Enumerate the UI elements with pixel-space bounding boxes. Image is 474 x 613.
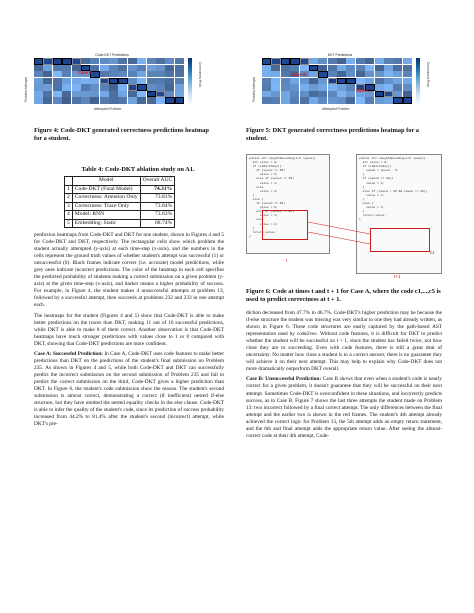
table-cell: 1	[65, 185, 73, 194]
table-cell: 68.74%	[140, 219, 175, 228]
heatmap-cell	[156, 65, 165, 71]
heatmap-cell	[403, 78, 412, 84]
table-cell: 73.81%	[140, 194, 175, 203]
heatmap-cell	[393, 78, 402, 84]
heatmap-cell	[147, 71, 156, 77]
label-t: t	[286, 258, 288, 263]
heatmap-cell	[290, 91, 299, 97]
left-paragraph-3	[34, 351, 224, 429]
figure-4-grid	[34, 58, 184, 104]
heatmap-cell	[290, 78, 299, 84]
figure-5-case-b-label: Case B	[292, 72, 307, 77]
figure-4-colorbar-label: Correctness Prob.	[198, 62, 202, 88]
heatmap-cell	[128, 78, 137, 84]
heatmap-cell	[109, 97, 118, 103]
heatmap-cell	[281, 78, 290, 84]
heatmap-cell	[375, 84, 384, 90]
table-cell: Correctness: Trace Only	[72, 202, 140, 211]
attempt-marker	[137, 84, 146, 91]
heatmap-cell	[147, 58, 156, 64]
heatmap-cell	[175, 78, 184, 84]
heatmap-cell	[318, 65, 327, 71]
heatmap-cell	[43, 84, 52, 90]
heatmap-cell	[403, 84, 412, 90]
heatmap-cell	[281, 91, 290, 97]
heatmap-cell	[72, 78, 81, 84]
heatmap-cell	[337, 65, 346, 71]
table-cell: Embedding: Static	[72, 219, 140, 228]
heatmap-cell	[109, 91, 118, 97]
heatmap-cell	[290, 84, 299, 90]
heatmap-cell	[100, 65, 109, 71]
heatmap-cell	[309, 58, 318, 64]
heatmap-cell	[118, 71, 127, 77]
heatmap-cell	[328, 91, 337, 97]
heatmap-cell	[281, 97, 290, 103]
figure-6-caption: Figure 6: Code at times t and t + 1 for Case A, where the code c1,...,c5 is used to predict correctness at t + 1.	[246, 288, 441, 304]
attempt-marker	[271, 58, 280, 65]
attempt-marker	[262, 58, 271, 65]
heatmap-cell	[384, 97, 393, 103]
heatmap-cell	[337, 91, 346, 97]
figure-5-colorbar-label: Correctness Prob.	[426, 62, 430, 88]
attempt-marker	[384, 91, 393, 98]
heatmap-cell	[281, 71, 290, 77]
heatmap-cell	[81, 84, 90, 90]
heatmap-cell	[290, 97, 299, 103]
heatmap-cell	[100, 91, 109, 97]
heatmap-cell	[156, 78, 165, 84]
heatmap-cell	[43, 65, 52, 71]
attempt-marker	[118, 78, 127, 85]
heatmap-cell	[300, 97, 309, 103]
heatmap-cell	[300, 91, 309, 97]
heatmap-cell	[43, 91, 52, 97]
heatmap-cell	[356, 78, 365, 84]
case-a-body: In Case A, Code-DKT uses code features to make better predictions than DKT on the predictions of the student's final submission on Problem 235. As shown in Figures 4 and 5, while both Code-DKT and DKT can successfully predict the incorrect submission on the second submission of Problem 235 and fail to predict the correct submission on the third, Code-DKT gives a higher prediction than DKT. In Figure 6, the student's code submission show the reason. The student's second submission is almost correct, demonstrating a correct (if inefficient) nested if-else structure, but they have omitted the nested equality checks in the else clause. Code-DKT is able to infer the quality of the student's code, since its prediction of success probability increased from 44.2% to 81.4% after the student's second (incorrect) attempt, while DKT's pre-	[34, 350, 225, 428]
heatmap-cell	[328, 71, 337, 77]
heatmap-cell	[62, 97, 71, 103]
heatmap-cell	[109, 71, 118, 77]
heatmap-cell	[309, 97, 318, 103]
heatmap-cell	[328, 65, 337, 71]
heatmap-cell	[262, 71, 271, 77]
heatmap-cell	[393, 65, 402, 71]
heatmap-cell	[90, 97, 99, 103]
heatmap-cell	[300, 78, 309, 84]
heatmap-cell	[403, 65, 412, 71]
case-b-heading: Case B: Unsuccessful Prediction:	[246, 376, 322, 383]
heatmap-cell	[346, 71, 355, 77]
heatmap-cell	[309, 91, 318, 97]
heatmap-cell	[262, 91, 271, 97]
heatmap-cell	[403, 91, 412, 97]
heatmap-cell	[100, 97, 109, 103]
attempt-marker	[109, 78, 118, 85]
table-cell: 5	[65, 219, 73, 228]
heatmap-cell	[62, 78, 71, 84]
heatmap-cell	[62, 65, 71, 71]
heatmap-cell	[90, 84, 99, 90]
heatmap-cell	[271, 71, 280, 77]
attempt-marker	[328, 78, 337, 85]
heatmap-cell	[271, 78, 280, 84]
heatmap-cell	[118, 84, 127, 90]
table-row	[65, 211, 175, 220]
heatmap-cell	[34, 65, 43, 71]
heatmap-cell	[34, 91, 43, 97]
right-paragraph-1: diction decreased from 47.7% to 46.7%. Code-DKT's higher prediction may be because the if-else structure the student was missing was very similar to one they had already written, as shown in Figure 6. These code structures are easily captured by the path-based AST representation used by code2vec. Without code features, it is difficult for DKT to predict whether the student will be successful on t + 1, since the student has failed twice, not how close they are to succeeding. Even with code features, there is still a great deal of uncertainty. No matter how close a student is to a correct answer, there is no guarantee they will achieve it on their next attempt. This may help to explain why Code-DKT does not more dramatically outperform DKT overall.	[246, 310, 442, 373]
table-header-row	[65, 177, 175, 186]
heatmap-cell	[375, 65, 384, 71]
heatmap-cell	[356, 58, 365, 64]
heatmap-cell	[393, 71, 402, 77]
heatmap-cell	[356, 97, 365, 103]
heatmap-cell	[34, 78, 43, 84]
heatmap-cell	[118, 65, 127, 71]
heatmap-cell	[72, 91, 81, 97]
heatmap-cell	[356, 65, 365, 71]
heatmap-cell	[346, 91, 355, 97]
attempt-marker	[318, 71, 327, 78]
heatmap-cell	[62, 71, 71, 77]
heatmap-cell	[165, 91, 174, 97]
code-right-text: public int caughtSpeeding(int speed){ int value = 0; if (isBirthday){ speed = speed - 5; } if (speed <= 60){ value = 0; } else if (speed > 60 && speed <= 80){ value = 1; } else { value = 2; } return value; }	[359, 157, 428, 222]
attempt-marker	[53, 58, 62, 65]
heatmap-cell	[393, 91, 402, 97]
figure-5-caption: Figure 5: DKT generated correctness predictions heatmap for a student.	[246, 127, 419, 143]
heatmap-cell	[72, 84, 81, 90]
heatmap-cell	[165, 78, 174, 84]
figure-4-heatmap-title: Code-DKT Predictions	[95, 53, 129, 57]
heatmap-cell	[81, 97, 90, 103]
table-row	[65, 202, 175, 211]
heatmap-cell	[365, 78, 374, 84]
heatmap-cell	[109, 84, 118, 90]
table-row	[65, 194, 175, 203]
right-column-text	[246, 310, 442, 440]
heatmap-cell	[128, 97, 137, 103]
heatmap-cell	[281, 84, 290, 90]
heatmap-cell	[53, 65, 62, 71]
heatmap-cell	[393, 58, 402, 64]
heatmap-cell	[318, 91, 327, 97]
heatmap-cell	[118, 97, 127, 103]
heatmap-cell	[137, 65, 146, 71]
heatmap-cell	[175, 71, 184, 77]
table-cell: Model: RNN	[72, 211, 140, 220]
heatmap-cell	[175, 91, 184, 97]
heatmap-cell	[62, 84, 71, 90]
figure-5-colorbar	[416, 58, 420, 104]
heatmap-cell	[137, 91, 146, 97]
heatmap-cell	[328, 84, 337, 90]
attempt-marker	[100, 78, 109, 85]
attempt-marker	[175, 97, 184, 104]
figure-4-x-axis-label: Attempted Problem	[94, 107, 122, 111]
table-header-cell: Overall AUC	[140, 177, 175, 186]
attempt-marker	[165, 97, 174, 104]
heatmap-cell	[43, 78, 52, 84]
figure-5-case-c-label: Case C	[356, 88, 371, 93]
figure-4-case-b-label: Case B	[78, 70, 93, 75]
attempt-marker	[403, 97, 412, 104]
heatmap-cell	[81, 58, 90, 64]
heatmap-cell	[147, 84, 156, 90]
heatmap-cell	[365, 97, 374, 103]
figure-4-heatmap	[24, 53, 202, 114]
figure-4-colorbar	[188, 58, 192, 104]
table-4	[64, 176, 175, 228]
heatmap-cell	[271, 84, 280, 90]
heatmap-cell	[165, 65, 174, 71]
table-cell: 73.63%	[140, 211, 175, 220]
table-cell: 4	[65, 211, 73, 220]
heatmap-cell	[109, 65, 118, 71]
heatmap-cell	[53, 91, 62, 97]
figure-5-x-axis-label: Attempted Problem	[322, 107, 350, 111]
heatmap-cell	[34, 84, 43, 90]
figure-6-code-figure	[246, 152, 442, 282]
heatmap-cell	[156, 71, 165, 77]
heatmap-cell	[375, 97, 384, 103]
heatmap-cell	[337, 58, 346, 64]
heatmap-cell	[156, 84, 165, 90]
attempt-marker	[393, 97, 402, 104]
heatmap-cell	[375, 58, 384, 64]
heatmap-cell	[53, 78, 62, 84]
table-row	[65, 185, 175, 194]
heatmap-cell	[100, 71, 109, 77]
heatmap-cell	[128, 91, 137, 97]
heatmap-cell	[384, 65, 393, 71]
heatmap-cell	[346, 97, 355, 103]
heatmap-cell	[384, 84, 393, 90]
heatmap-cell	[147, 65, 156, 71]
heatmap-cell	[271, 97, 280, 103]
attempt-marker	[300, 58, 309, 65]
table-row	[65, 219, 175, 228]
heatmap-cell	[100, 58, 109, 64]
attempt-marker	[128, 84, 137, 91]
attempt-marker	[43, 58, 52, 65]
heatmap-cell	[318, 78, 327, 84]
heatmap-cell	[271, 91, 280, 97]
heatmap-cell	[128, 65, 137, 71]
heatmap-cell	[262, 78, 271, 84]
label-c1: c1	[430, 250, 435, 255]
heatmap-cell	[375, 78, 384, 84]
attempt-marker	[62, 58, 71, 65]
table-header-cell	[65, 177, 73, 186]
heatmap-cell	[403, 71, 412, 77]
figure-4-y-axis-label: Problem Attempts	[24, 76, 28, 102]
figure-4-caption: Figure 4: Code-DKT generated correctness predictions heatmap for a student.	[34, 127, 209, 143]
heatmap-cell	[393, 84, 402, 90]
heatmap-cell	[53, 71, 62, 77]
attempt-marker	[375, 91, 384, 98]
heatmap-cell	[309, 78, 318, 84]
heatmap-cell	[384, 58, 393, 64]
heatmap-cell	[165, 58, 174, 64]
attempt-marker	[147, 91, 156, 98]
heatmap-cell	[309, 84, 318, 90]
heatmap-cell	[175, 58, 184, 64]
heatmap-cell	[137, 71, 146, 77]
heatmap-cell	[156, 97, 165, 103]
table-4-caption: Table 4: Code-DKT ablation study on A1.	[81, 166, 195, 173]
heatmap-cell	[300, 65, 309, 71]
left-paragraph-2: The heatmaps for the student (Figures 4 and 5) show that Code-DKT is able to make better predictions on the traces than DKT, making 11 out of 16 successful predictions, while DKT is able to make 8 of them correct. Another observation is that Code-DKT heatmaps have much stronger predictions with values close to 1 or 0 compared with DKT, showing that Code-DKT predictions are more confident.	[34, 312, 224, 347]
heatmap-cell	[328, 97, 337, 103]
heatmap-cell	[365, 71, 374, 77]
link-lines	[246, 152, 442, 282]
heatmap-cell	[81, 91, 90, 97]
heatmap-cell	[137, 78, 146, 84]
heatmap-cell	[118, 58, 127, 64]
attempt-marker	[281, 58, 290, 65]
case-a-heading: Case A: Successful Prediction:	[34, 350, 103, 357]
heatmap-cell	[90, 91, 99, 97]
right-paragraph-2	[246, 376, 442, 439]
heatmap-cell	[81, 78, 90, 84]
heatmap-cell	[365, 65, 374, 71]
heatmap-cell	[62, 91, 71, 97]
heatmap-cell	[356, 71, 365, 77]
heatmap-cell	[128, 58, 137, 64]
heatmap-cell	[375, 71, 384, 77]
heatmap-cell	[109, 58, 118, 64]
attempt-marker	[346, 78, 355, 85]
heatmap-cell	[384, 71, 393, 77]
heatmap-cell	[175, 84, 184, 90]
heatmap-cell	[281, 65, 290, 71]
table-cell: Code-DKT (Final Model)	[72, 185, 140, 194]
heatmap-cell	[147, 78, 156, 84]
figure-5-heatmap-title: DKT Predictions	[327, 53, 353, 57]
heatmap-cell	[118, 91, 127, 97]
attempt-marker	[309, 65, 318, 72]
heatmap-cell	[262, 65, 271, 71]
heatmap-cell	[328, 58, 337, 64]
heatmap-cell	[100, 84, 109, 90]
heatmap-cell	[137, 97, 146, 103]
heatmap-cell	[318, 84, 327, 90]
heatmap-cell	[137, 58, 146, 64]
heatmap-cell	[262, 97, 271, 103]
heatmap-cell	[165, 84, 174, 90]
label-t1: t+1	[394, 274, 401, 279]
heatmap-cell	[147, 97, 156, 103]
table-cell: 74.31%	[140, 185, 175, 194]
heatmap-cell	[346, 65, 355, 71]
heatmap-cell	[43, 97, 52, 103]
heatmap-cell	[346, 58, 355, 64]
case-b-body: Case B shows that even when a student's code is nearly correct for a given problem, it doesn't guarantee that they will be successful on their next attempt. Sometimes Code-DKT is overconfident in these situations, and incorrectly predicts success, as in Case B. Figure 7 shows the last three attempts the student made on Problem 13: two incorrect followed by a final correct attempt. The only differences between the final attempt and the earlier two is shown in the red frames. The student's 4th attempt already achieved the correct logic for Problem 13, the 5th attempt adds an empty return statement, and the 6th and final attempt adds the appropriate return value. After seeing the almost-correct code at their 4th attempt, Code-	[246, 376, 442, 439]
table-cell: 2	[65, 194, 73, 203]
table-cell: 73.84%	[140, 202, 175, 211]
heatmap-cell	[384, 78, 393, 84]
heatmap-cell	[403, 58, 412, 64]
left-column-text	[34, 232, 224, 428]
heatmap-cell	[262, 84, 271, 90]
table-header-cell: Model	[72, 177, 140, 186]
heatmap-cell	[165, 71, 174, 77]
heatmap-cell	[271, 65, 280, 71]
heatmap-cell	[337, 71, 346, 77]
heatmap-cell	[72, 97, 81, 103]
attempt-marker	[72, 58, 81, 65]
figure-5-heatmap	[252, 53, 430, 114]
heatmap-cell	[53, 97, 62, 103]
heatmap-cell	[346, 84, 355, 90]
heatmap-cell	[318, 97, 327, 103]
figure-5-grid	[262, 58, 412, 104]
attempt-marker	[34, 58, 43, 65]
heatmap-cell	[53, 84, 62, 90]
heatmap-cell	[90, 78, 99, 84]
heatmap-cell	[156, 58, 165, 64]
heatmap-cell	[290, 65, 299, 71]
table-cell: 3	[65, 202, 73, 211]
heatmap-cell	[43, 71, 52, 77]
heatmap-cell	[300, 84, 309, 90]
heatmap-cell	[34, 97, 43, 103]
attempt-marker	[156, 91, 165, 98]
heatmap-cell	[337, 84, 346, 90]
heatmap-cell	[365, 58, 374, 64]
heatmap-cell	[90, 58, 99, 64]
heatmap-cell	[175, 65, 184, 71]
heatmap-cell	[34, 71, 43, 77]
left-paragraph-1: prediction heatmaps from Code-DKT and DKT for one student, shown in Figures 4 and 5 for Code-DKT and DKT, respectively. The rectangular cells show which problem the student actually attempted (y-axis) at each time-step (x-axis), and the numbers in the cells represent the ground truth values of whether student's attempt was successful (1) or unsuccessful (0). Black frames indicate correct (i.e. accurate) model predictions, while grey ones indicate incorrect predictions. The color of the heatmap in each cell specifies the predicted probability of students making a correct submission on a given problem (y-axis) at the given time-step (x-axis), and darker means a higher probability of success. For example, in Figure 4, the student makes 4 unsuccessful attempts at problem 13, followed by a successful attempt, then succeeds at problems 232 and 233 in one attempt each.	[34, 232, 224, 309]
attempt-marker	[337, 78, 346, 85]
code-left-text: public int caughtSpeeding(int speed){ int value = 0; if (isBirthday){ if (speed <= 65) value = 0; else if (speed <= 85) value = 1; else value = 2; } else { if (speed <= 60) value = 0; else if (speed <= 80) value = 1; else value = 2; } return value; }	[249, 157, 316, 238]
attempt-marker	[290, 58, 299, 65]
figure-5-y-axis-label: Problem Attempts	[252, 76, 256, 102]
heatmap-cell	[128, 71, 137, 77]
heatmap-cell	[318, 58, 327, 64]
heatmap-cell	[337, 97, 346, 103]
heatmap-cell	[309, 71, 318, 77]
table-cell: Correctness: Attention Only	[72, 194, 140, 203]
